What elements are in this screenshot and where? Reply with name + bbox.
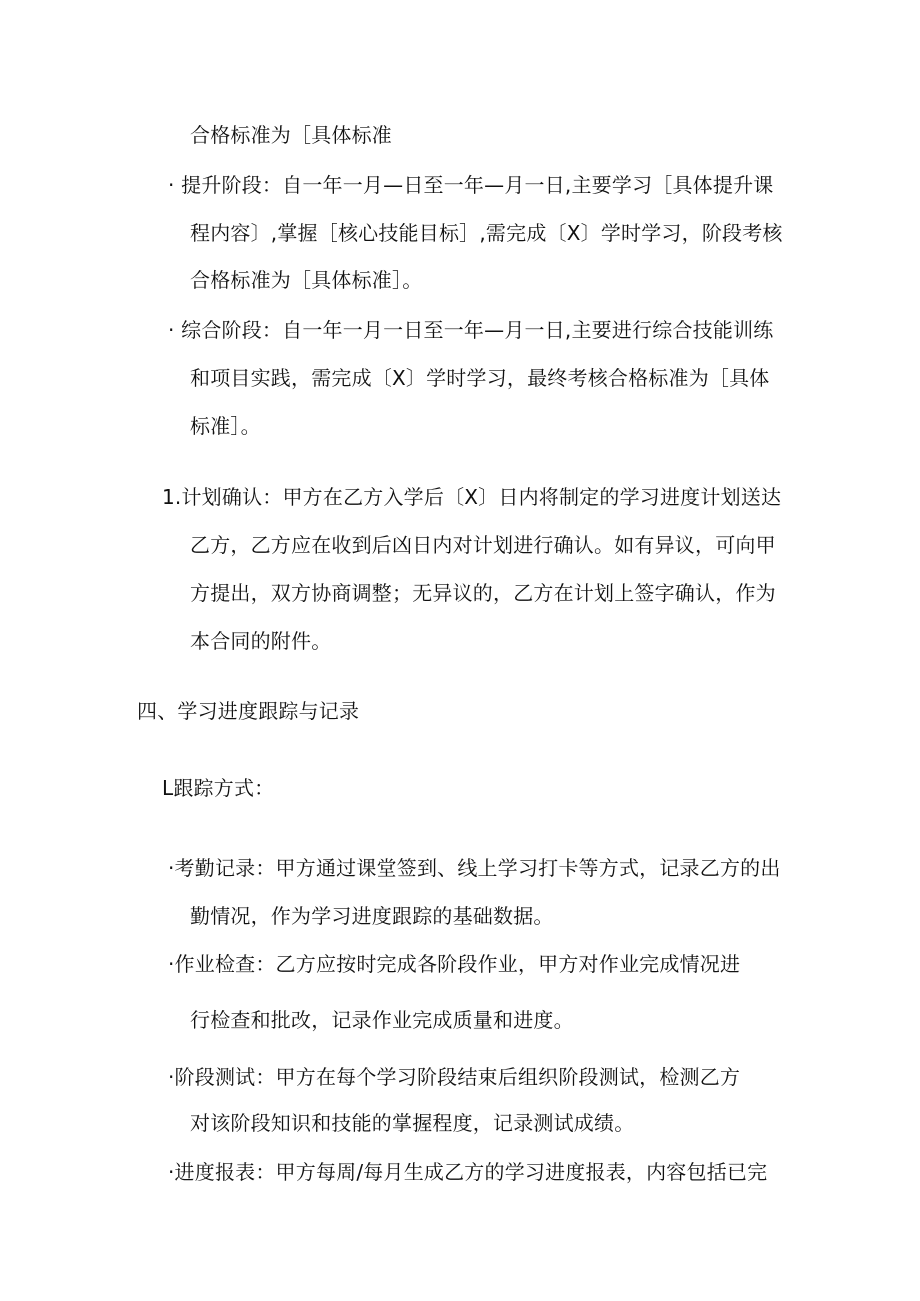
- text-line: 标准］。: [190, 414, 261, 438]
- text-line: 本合同的附件。: [190, 629, 332, 653]
- text-line: ·阶段测试：甲方在每个学习阶段结束后组织阶段测试，检测乙方: [168, 1065, 741, 1089]
- subsection-heading: L跟踪方式：: [162, 776, 275, 800]
- text-line: 合格标准为［具体标准］。: [190, 268, 423, 292]
- text-line: 乙方，乙方应在收到后凶日内对计划进行确认。如有异议，可向甲: [190, 533, 776, 557]
- section-heading: 四、学习进度跟踪与记录: [137, 699, 360, 723]
- text-line: 对该阶段知识和技能的掌握程度，记录测试成绩。: [190, 1111, 635, 1135]
- text-line: 和项目实践，需完成〔X〕学时学习，最终考核合格标准为［具体: [190, 366, 770, 390]
- text-line: · 综合阶段：自一年一月一日至一年—月一日,主要进行综合技能训练: [168, 318, 774, 342]
- text-line: ·考勤记录：甲方通过课堂签到、线上学习打卡等方式，记录乙方的出: [168, 856, 781, 880]
- text-line: ·作业检查：乙方应按时完成各阶段作业，甲方对作业完成情况进: [168, 952, 741, 976]
- text-line: 1.计划确认：甲方在乙方入学后〔X〕日内将制定的学习进度计划送达: [162, 485, 782, 509]
- text-line: 行检查和批改，记录作业完成质量和进度。: [190, 1008, 574, 1032]
- text-line: 方提出，双方协商调整；无异议的，乙方在计划上签字确认，作为: [190, 581, 776, 605]
- text-line: ·进度报表：甲方每周/每月生成乙方的学习进度报表，内容包括已完: [168, 1160, 768, 1184]
- text-line: 勤情况，作为学习进度跟踪的基础数据。: [190, 904, 554, 928]
- text-line: 合格标准为［具体标准: [190, 123, 392, 147]
- text-line: · 提升阶段：自一年一月—日至一年—月一日,主要学习［具体提升课: [168, 173, 774, 197]
- text-line: 程内容〕,掌握［核心技能目标］,需完成〔X〕学时学习，阶段考核: [190, 221, 783, 245]
